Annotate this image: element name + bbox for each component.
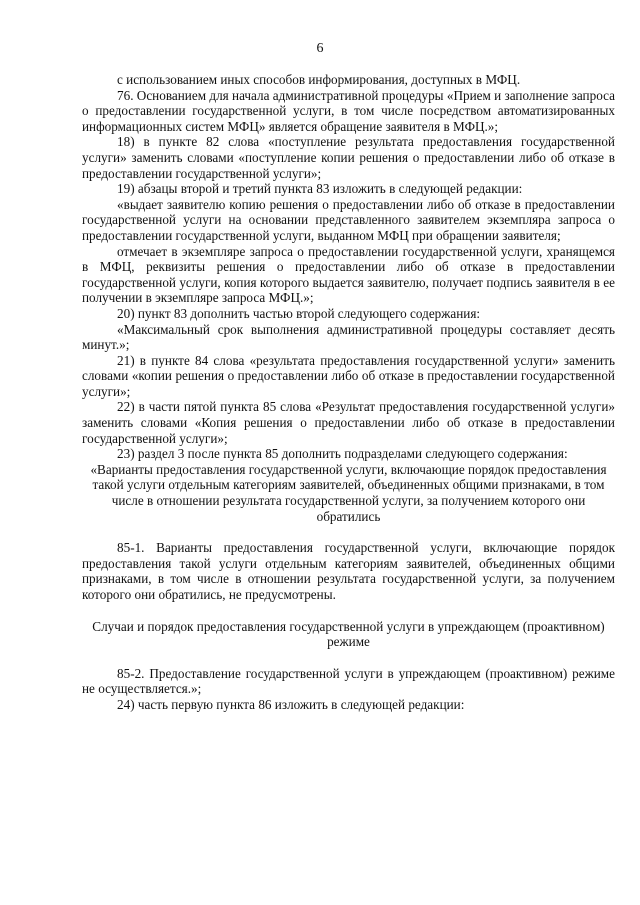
paragraph: 22) в части пятой пункта 85 слова «Результат предоставления государственной услуги» заменить словами «Копия решения о предоставлении либо об отказе в предоставлении государственной услуги»;: [82, 399, 615, 446]
section-heading: «Варианты предоставления государственной услуги, включающие порядок предоставления такой услуги отдельным категориям заявителей, объединенных общими признаками, в том числе в отношении результата государственной услуги, за получением которого они обратились: [90, 461, 607, 524]
paragraph: 20) пункт 83 дополнить частью второй следующего содержания:: [117, 305, 481, 321]
paragraph: 21) в пункте 84 слова «результата предоставления государственной услуги» заменить словами «копии решения о предоставлении либо об отказе в предоставлении государственной услуги»;: [82, 352, 615, 399]
spacer: [82, 650, 615, 666]
document-body: [82, 72, 615, 713]
spacer: [82, 524, 615, 540]
paragraph: отмечает в экземпляре запроса о предоставлении государственной услуги, хранящемся в МФЦ, реквизиты решения о предоставлении либо об отказе в предоставлении государственной услуги, копия которого выдается заявителю, получает подпись заявителя в ее получении в экземпляре запроса МФЦ.»;: [82, 243, 615, 306]
spacer: [82, 603, 615, 619]
paragraph: 19) абзацы второй и третий пункта 83 изложить в следующей редакции:: [117, 181, 523, 197]
paragraph: с использованием иных способов информирования, доступных в МФЦ.: [117, 72, 521, 87]
paragraph: 24) часть первую пункта 86 изложить в следующей редакции:: [117, 696, 465, 712]
section-heading: Случаи и порядок предоставления государственной услуги в упреждающем (проактивном) режиме: [92, 618, 605, 650]
paragraph: «выдает заявителю копию решения о предоставлении либо об отказе в предоставлении государственной услуги на основании представленного заявителем экземпляра запроса о предоставлении государственной услуги, выданном МФЦ при обращении заявителя;: [82, 196, 615, 243]
paragraph: «Максимальный срок выполнения административной процедуры составляет десять минут.»;: [82, 321, 615, 353]
paragraph: 18) в пункте 82 слова «поступление результата предоставления государственной услуги» заменить словами «поступление копии решения о предоставлении либо об отказе в предоставлении государственной услуги»;: [82, 134, 615, 181]
paragraph: 76. Основанием для начала административной процедуры «Прием и заполнение запроса о предоставлении государственной услуги, в том числе посредством автоматизированных информационных систем МФЦ» является обращение заявителя в МФЦ.»;: [82, 87, 615, 134]
paragraph: 85-2. Предоставление государственной услуги в упреждающем (проактивном) режиме не осуществляется.»;: [82, 665, 615, 697]
paragraph: 85-1. Варианты предоставления государственной услуги, включающие порядок предоставления такой услуги отдельным категориям заявителей, объединенных общими признаками, в том числе в отношении результата государственной услуги, за получением которого они обратились, не предусмотрены.: [82, 540, 615, 602]
paragraph: 23) раздел 3 после пункта 85 дополнить подразделами следующего содержания:: [117, 446, 568, 462]
page-number: 6: [316, 41, 324, 56]
